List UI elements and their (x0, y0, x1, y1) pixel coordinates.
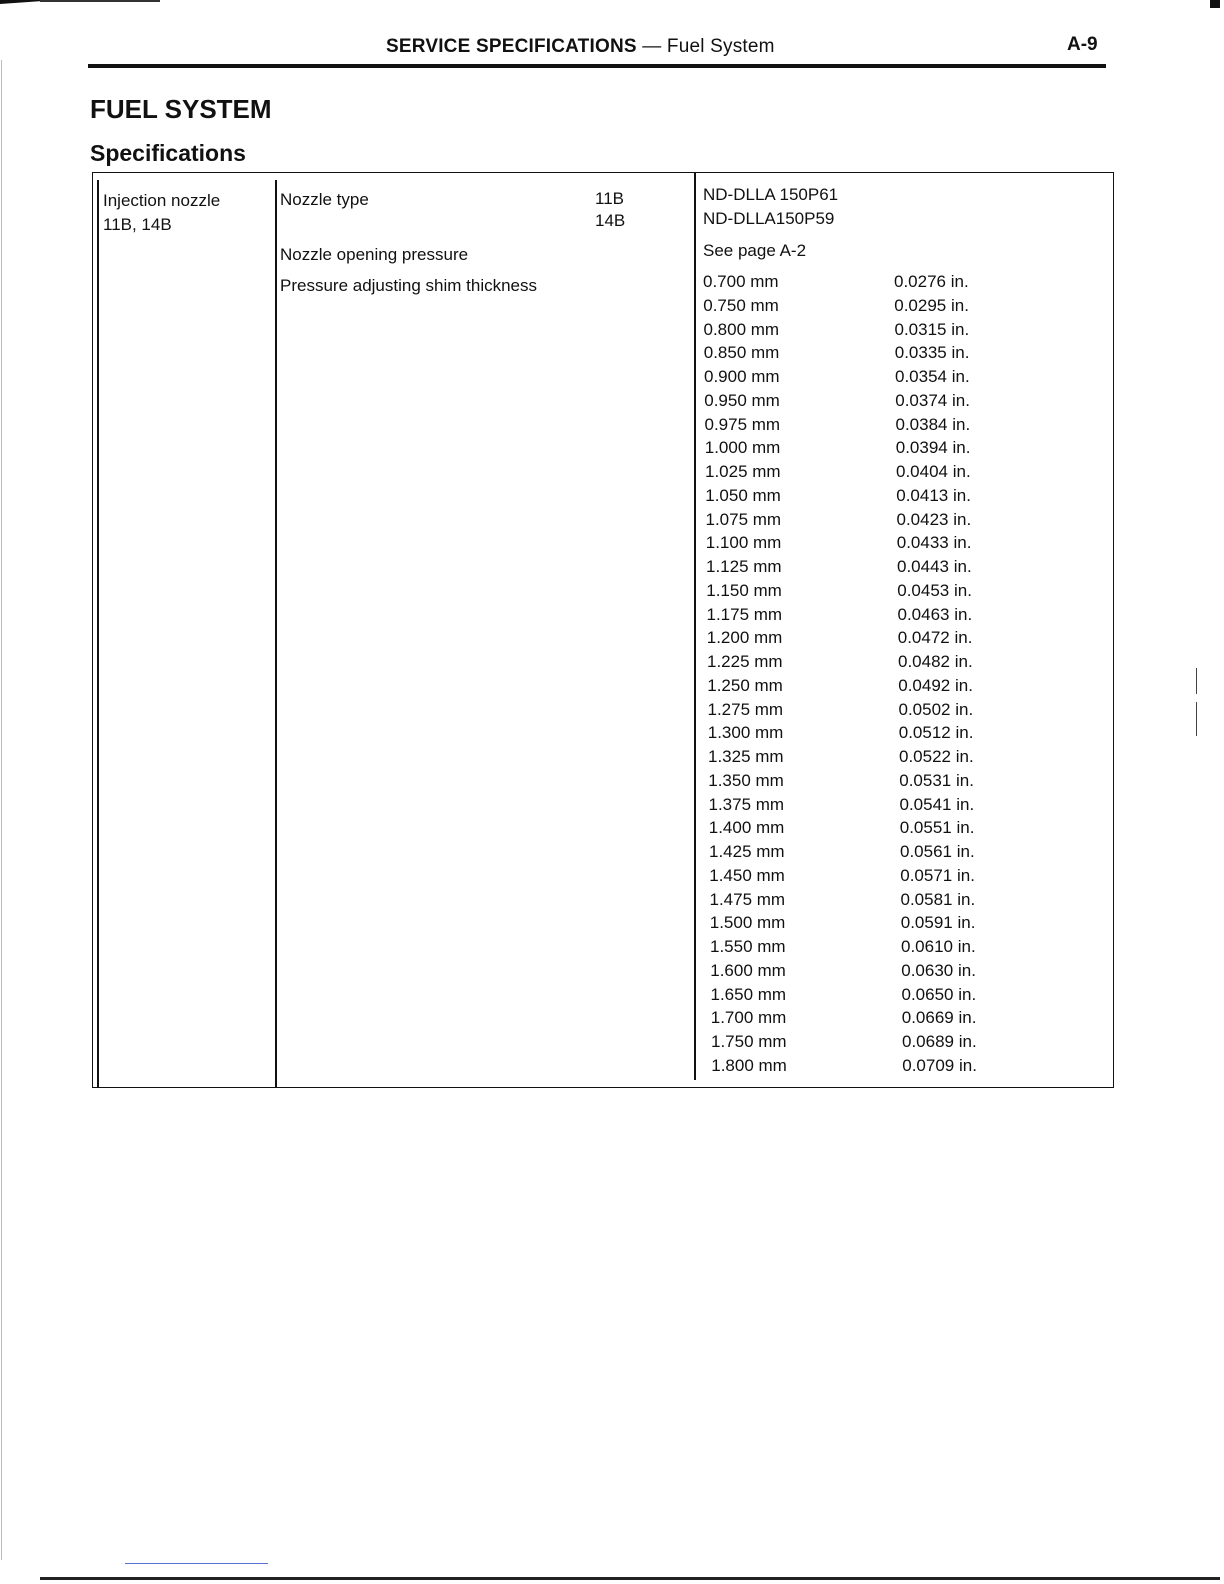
shim-in-value: 0.0581 in. (900, 889, 976, 909)
shim-in-value: 0.0482 in. (898, 652, 973, 671)
page-edge (125, 1563, 268, 1564)
shim-in-value: 0.0315 in. (894, 319, 970, 339)
shim-in-value: 0.0561 in. (900, 842, 975, 861)
page-edge (40, 1577, 1220, 1580)
table-row (704, 390, 970, 415)
shim-in-value: 0.0669 in. (901, 1008, 977, 1028)
shim-mm-value: 1.175 mm (706, 604, 783, 624)
shim-mm-value: 0.900 mm (704, 367, 780, 386)
shim-mm-value: 1.150 mm (706, 580, 782, 600)
shim-mm-value: 1.000 mm (704, 438, 781, 458)
shim-mm-value: 1.600 mm (710, 960, 786, 980)
header-title-bold: SERVICE SPECIFICATIONS (386, 36, 637, 57)
table-row (703, 319, 970, 344)
shim-in-value: 0.0423 in. (896, 509, 972, 529)
subsection-title: Specifications (90, 140, 246, 166)
table-row (704, 367, 970, 391)
header-title-rest: — Fuel System (636, 36, 775, 57)
shim-in-value: 0.0463 in. (897, 604, 973, 624)
shim-mm-value: 1.250 mm (707, 675, 783, 695)
shim-in-value: 0.0433 in. (896, 533, 972, 553)
running-header (386, 36, 775, 58)
opening-pressure-label: Nozzle opening pressure (280, 245, 469, 264)
shim-mm-value: 1.800 mm (711, 1055, 787, 1075)
shim-mm-value: 1.125 mm (706, 557, 782, 576)
shim-in-value: 0.0443 in. (897, 557, 972, 576)
table-row (704, 414, 971, 439)
table-row (705, 462, 971, 486)
shim-in-value: 0.0531 in. (899, 770, 974, 790)
table-row (709, 913, 976, 937)
nozzle-type-label: Nozzle type (280, 190, 369, 209)
shim-in-value: 0.0512 in. (898, 723, 974, 743)
table-row (703, 272, 969, 296)
item-name: Injection nozzle (103, 191, 221, 210)
shim-mm-value: 1.075 mm (705, 509, 782, 529)
table-row (706, 628, 973, 652)
table-row (708, 818, 975, 842)
shim-mm-value: 1.650 mm (710, 984, 787, 1004)
shim-mm-value: 1.400 mm (708, 818, 785, 838)
shim-in-value: 0.0591 in. (900, 913, 976, 933)
shim-in-value: 0.0384 in. (895, 414, 971, 434)
shim-in-value: 0.0522 in. (899, 747, 974, 766)
shim-in-value: 0.0354 in. (895, 367, 970, 386)
shim-mm-value: 1.750 mm (711, 1032, 787, 1051)
shim-in-value: 0.0650 in. (901, 984, 977, 1004)
shim-in-value: 0.0413 in. (896, 485, 971, 505)
table-row (707, 723, 974, 747)
table-row (705, 533, 972, 557)
nozzle-variant-14b: 14B (595, 211, 626, 230)
table-row (704, 438, 971, 462)
table-row (710, 960, 976, 985)
shim-mm-value: 1.300 mm (707, 723, 784, 743)
table-row (706, 580, 972, 605)
shim-in-value: 0.0295 in. (894, 295, 969, 315)
shim-mm-value: 1.350 mm (708, 770, 784, 790)
shim-mm-value: 1.475 mm (709, 889, 786, 909)
shim-in-value: 0.0502 in. (898, 699, 974, 719)
table-row (708, 747, 974, 771)
shim-mm-value: 1.550 mm (710, 937, 786, 956)
shim-mm-value: 1.275 mm (707, 699, 784, 719)
shim-in-value: 0.0404 in. (896, 462, 971, 481)
shim-in-value: 0.0571 in. (900, 865, 975, 885)
header-rule (88, 64, 1106, 68)
table-row (703, 343, 970, 367)
shim-mm-value: 1.325 mm (708, 747, 784, 766)
scan-mark (1210, 0, 1220, 8)
table-row (703, 295, 969, 320)
item-models: 11B, 14B (103, 215, 172, 234)
shim-in-value: 0.0394 in. (895, 438, 971, 458)
shim-in-value: 0.0541 in. (899, 794, 975, 814)
shim-in-value: 0.0610 in. (901, 937, 976, 956)
shim-mm-value: 1.700 mm (710, 1008, 787, 1028)
table-row (710, 984, 977, 1009)
shim-in-value: 0.0630 in. (901, 960, 976, 980)
shim-in-value: 0.0335 in. (894, 343, 970, 363)
shim-in-value: 0.0551 in. (899, 818, 975, 838)
shim-mm-value: 1.225 mm (707, 652, 783, 671)
table-row (707, 675, 973, 700)
shim-in-value: 0.0472 in. (897, 628, 973, 648)
scan-mark (1196, 702, 1197, 736)
table-row (708, 794, 975, 819)
table-divider (97, 180, 99, 1088)
shim-mm-value: 1.050 mm (705, 485, 781, 505)
page-number: A-9 (1067, 34, 1098, 55)
nozzle-type-value-14b: ND-DLLA150P59 (703, 209, 835, 228)
shim-in-value: 0.0276 in. (894, 272, 969, 291)
shim-mm-value: 0.950 mm (704, 390, 780, 410)
table-divider (694, 172, 696, 1080)
shim-in-value: 0.0374 in. (895, 390, 970, 410)
table-row (709, 889, 976, 914)
shim-mm-value: 1.025 mm (705, 462, 781, 481)
shim-in-value: 0.0492 in. (898, 675, 973, 695)
table-row (706, 604, 973, 629)
shim-thickness-label: Pressure adjusting shim thickness (280, 276, 538, 295)
shim-mm-value: 0.975 mm (704, 414, 781, 434)
opening-pressure-value: See page A-2 (703, 241, 807, 260)
table-row (706, 557, 972, 581)
table-row (708, 770, 974, 795)
shim-in-value: 0.0453 in. (897, 580, 972, 600)
section-title: FUEL SYSTEM (90, 94, 272, 124)
table-row (709, 865, 975, 890)
shim-mm-value: 1.500 mm (709, 913, 786, 933)
table-row (705, 485, 971, 510)
shim-mm-value: 0.850 mm (703, 343, 780, 363)
shim-mm-value: 0.700 mm (703, 272, 779, 291)
table-row (709, 842, 975, 866)
page-edge (1, 60, 2, 1560)
table-row (710, 937, 976, 961)
shim-mm-value: 1.200 mm (706, 628, 783, 648)
shim-mm-value: 1.375 mm (708, 794, 785, 814)
shim-mm-value: 0.750 mm (703, 295, 779, 315)
shim-mm-value: 0.800 mm (703, 319, 780, 339)
shim-thickness-list (703, 272, 977, 1080)
table-row (710, 1008, 977, 1032)
table-row (707, 699, 974, 724)
shim-in-value: 0.0709 in. (902, 1055, 977, 1075)
table-row (705, 509, 972, 534)
shim-mm-value: 1.425 mm (709, 842, 785, 861)
shim-mm-value: 1.100 mm (705, 533, 782, 553)
nozzle-type-value-11b: ND-DLLA 150P61 (703, 185, 839, 204)
scan-mark (40, 0, 160, 2)
nozzle-variant-11b: 11B (595, 189, 624, 208)
table-divider (275, 180, 277, 1088)
scan-mark (1196, 668, 1197, 694)
shim-in-value: 0.0689 in. (902, 1032, 977, 1051)
shim-mm-value: 1.450 mm (709, 865, 785, 885)
table-row (707, 652, 973, 676)
